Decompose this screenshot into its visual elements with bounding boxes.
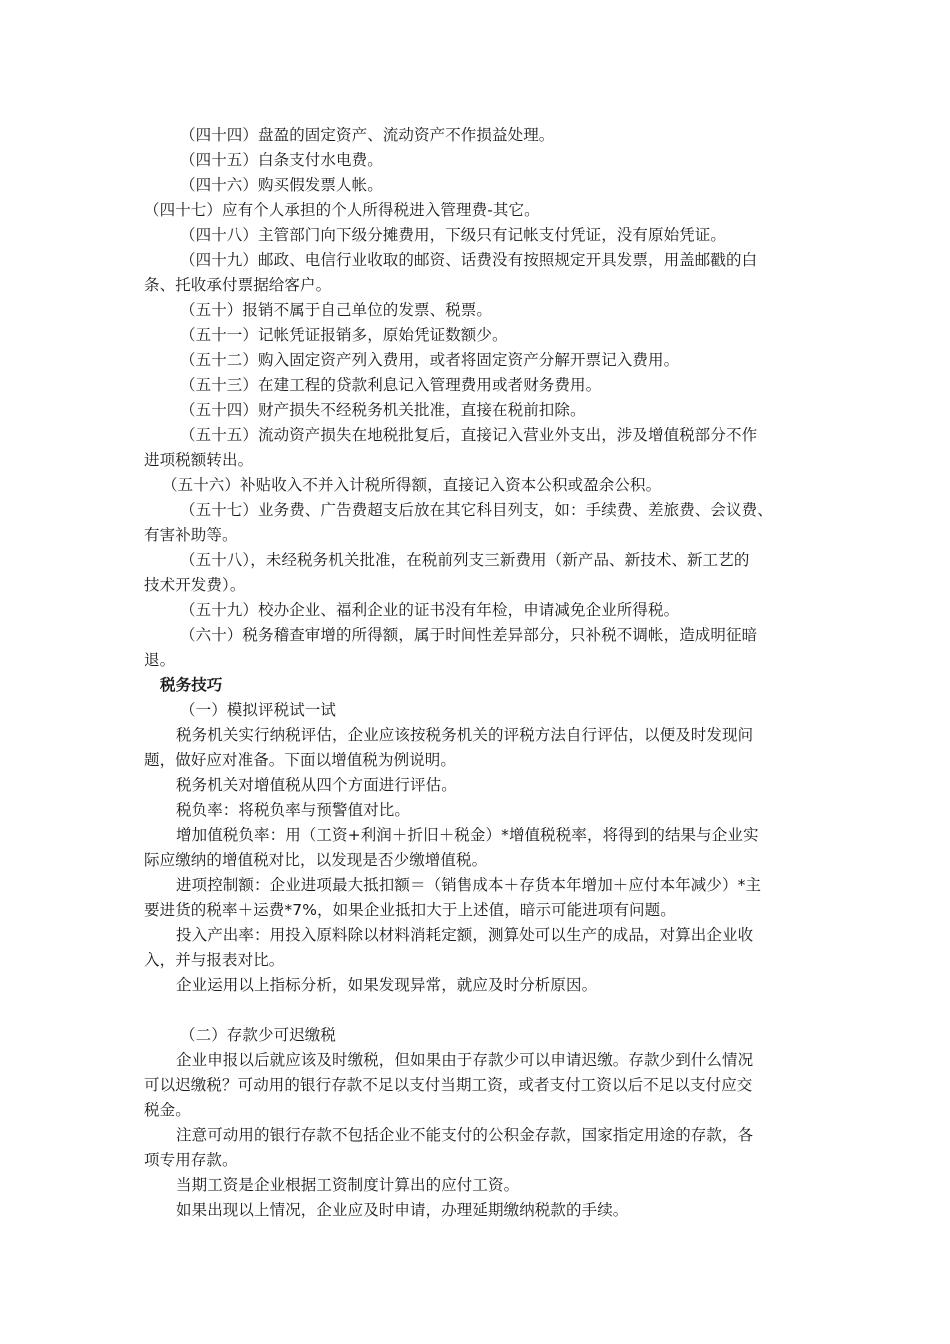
list-item: （五十八），未经税务机关批准，在税前列支三新费用（新产品、新技术、新工艺的 <box>180 551 750 569</box>
subsection-title: （一）模拟评税试一试 <box>180 701 337 719</box>
list-item: （四十八）主管部门向下级分摊费用，下级只有记帐支付凭证，没有原始凭证。 <box>180 226 727 244</box>
list-item: （四十四）盘盈的固定资产、流动资产不作损益处理。 <box>180 126 555 144</box>
paragraph-line: 要进货的税率＋运费*7%，如果企业抵扣大于上述值，暗示可能进项有问题。 <box>144 901 676 919</box>
paragraph-line: 税务机关实行纳税评估，企业应该按税务机关的评税方法自行评估，以便及时发现问 <box>176 726 754 744</box>
paragraph-line: 注意可动用的银行存款不包括企业不能支付的公积金存款，国家指定用途的存款，各 <box>176 1126 754 1144</box>
list-item: （五十二）购入固定资产列入费用，或者将固定资产分解开票记入费用。 <box>180 351 680 369</box>
list-item-continuation: 条、托收承付票据给客户。 <box>144 276 332 294</box>
paragraph-line: 题，做好应对准备。下面以增值税为例说明。 <box>144 751 457 769</box>
paragraph-line: 可以迟缴税？可动用的银行存款不足以支付当期工资，或者支付工资以后不足以支付应交 <box>144 1076 753 1094</box>
list-item: （五十一）记帐凭证报销多，原始凭证数额少。 <box>180 326 508 344</box>
paragraph-line: 税负率：将税负率与预警值对比。 <box>176 801 411 819</box>
list-item: （五十）报销不属于自己单位的发票、税票。 <box>180 301 493 319</box>
paragraph-line: 税金。 <box>144 1101 191 1119</box>
paragraph-line: 企业申报以后就应该及时缴税，但如果由于存款少可以申请迟缴。存款少到什么情况 <box>176 1051 754 1069</box>
paragraph-line: 入，并与报表对比。 <box>144 951 285 969</box>
list-item: （五十五）流动资产损失在地税批复后，直接记入营业外支出，涉及增值税部分不作 <box>180 426 758 444</box>
paragraph-line: 投入产出率：用投入原料除以材料消耗定额，测算处可以生产的成品，对算出企业收 <box>176 926 754 944</box>
list-item: （六十）税务稽查审增的所得额，属于时间性差异部分，只补税不调帐，造成明征暗 <box>180 626 758 644</box>
section-heading: 税务技巧 <box>160 676 223 694</box>
list-item: （四十五）白条支付水电费。 <box>180 151 383 169</box>
list-item-continuation: 退。 <box>144 651 176 669</box>
list-item: （五十七）业务费、广告费超支后放在其它科目列支，如：手续费、差旅费、会议费、 <box>180 501 773 519</box>
list-item: （五十九）校办企业、福利企业的证书没有年检，申请减免企业所得税。 <box>180 601 680 619</box>
paragraph-line: 企业运用以上指标分析，如果发现异常，就应及时分析原因。 <box>176 976 598 994</box>
list-item: （四十九）邮政、电信行业收取的邮资、话费没有按照规定开具发票，用盖邮戳的白 <box>180 251 758 269</box>
list-item-continuation: 技术开发费）。 <box>144 576 246 594</box>
subsection-title: （二）存款少可迟缴税 <box>180 1026 337 1044</box>
paragraph-line: 税务机关对增值税从四个方面进行评估。 <box>176 776 457 794</box>
list-item: （四十七）应有个人承担的个人所得税进入管理费-其它。 <box>144 201 540 219</box>
list-item: （五十四）财产损失不经税务机关批准，直接在税前扣除。 <box>180 401 586 419</box>
paragraph-line: 如果出现以上情况，企业应及时申请，办理延期缴纳税款的手续。 <box>176 1201 629 1219</box>
list-item-continuation: 有害补助等。 <box>144 526 238 544</box>
list-item-continuation: 进项税额转出。 <box>144 451 254 469</box>
list-item: （五十三）在建工程的贷款利息记入管理费用或者财务费用。 <box>180 376 602 394</box>
paragraph-line: 增加值税负率：用（工资+利润＋折旧＋税金）*增值税税率，将得到的结果与企业实 <box>176 826 759 844</box>
paragraph-line: 当期工资是企业根据工资制度计算出的应付工资。 <box>176 1176 520 1194</box>
paragraph-line: 进项控制额：企业进项最大抵扣额＝（销售成本＋存货本年增加＋应付本年减少）*主 <box>176 876 762 894</box>
paragraph-line: 项专用存款。 <box>144 1151 238 1169</box>
list-item: （五十六）补贴收入不并入计税所得额，直接记入资本公积或盈余公积。 <box>162 476 662 494</box>
list-item: （四十六）购买假发票人帐。 <box>180 176 383 194</box>
paragraph-line: 际应缴纳的增值税对比，以发现是否少缴增值税。 <box>144 851 488 869</box>
